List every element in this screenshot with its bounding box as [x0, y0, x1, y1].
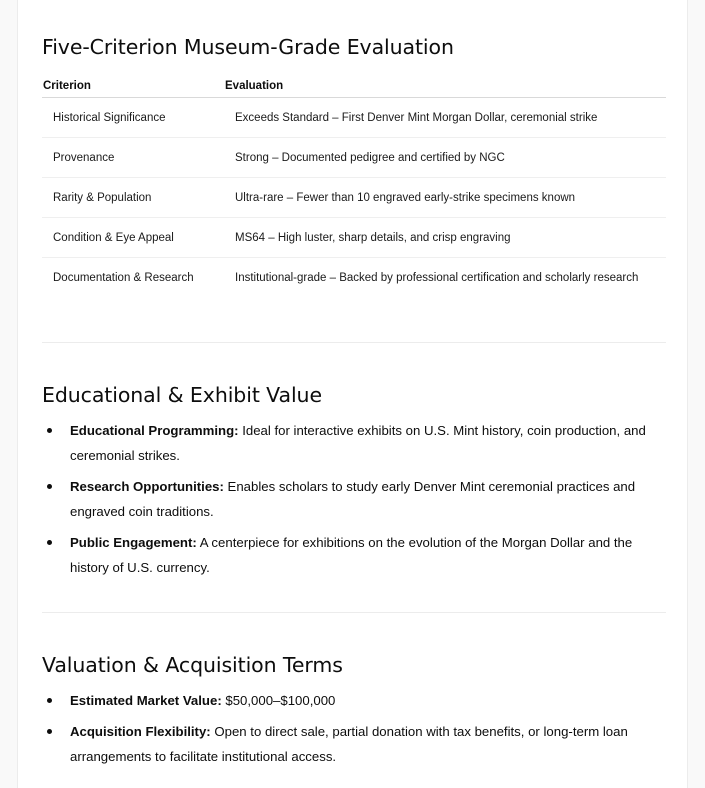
valuation-terms-list [42, 688, 666, 775]
list-item-text: $50,000–$100,000 [221, 693, 336, 708]
table-cell-evaluation: Exceeds Standard – First Denver Mint Morgan Dollar, ceremonial strike [224, 98, 666, 138]
table-row [42, 98, 666, 138]
bullet-icon [47, 428, 52, 433]
table-row [42, 138, 666, 178]
list-item-text: Enables scholars to study early Denver Mint ceremonial practices and engraved coin traditions. [70, 479, 636, 519]
list-item [42, 474, 666, 524]
list-item-label: Estimated Market Value: [70, 693, 222, 708]
table-cell-criterion: Historical Significance [42, 98, 224, 138]
list-item [42, 688, 666, 713]
list-item-text: Ideal for interactive exhibits on U.S. Mint history, coin production, and ceremonial strikes. [70, 423, 646, 463]
bullet-icon [47, 729, 52, 734]
bullet-icon [47, 484, 52, 489]
list-item-text: Open to direct sale, partial donation with tax benefits, or long-term loan arrangements to facilitate institutional access. [70, 724, 628, 764]
table-cell-criterion: Documentation & Research [53, 271, 194, 284]
section-divider [42, 612, 666, 613]
table-row [42, 178, 666, 218]
list-item [42, 418, 666, 468]
table-cell-criterion: Provenance [42, 138, 224, 178]
table-row [42, 258, 666, 298]
list-item-label: Educational Programming: [70, 423, 239, 438]
table-cell-criterion: Rarity & Population [42, 178, 224, 218]
bullet-icon [47, 540, 52, 545]
table-cell-evaluation: MS64 – High luster, sharp details, and crisp engraving [224, 218, 666, 258]
list-item-text: A centerpiece for exhibitions on the evolution of the Morgan Dollar and the history of U.S. currency. [70, 535, 633, 575]
table-cell-evaluation: Institutional-grade – Backed by professional certification and scholarly research [235, 271, 639, 284]
table-cell-criterion: Condition & Eye Appeal [42, 218, 224, 258]
section-heading-evaluation: Five-Criterion Museum-Grade Evaluation [42, 35, 454, 59]
message-card [17, 0, 688, 788]
list-item-label: Research Opportunities: [70, 479, 224, 494]
list-item-label: Public Engagement: [70, 535, 197, 550]
educational-value-list [42, 418, 666, 586]
section-heading-valuation: Valuation & Acquisition Terms [42, 653, 343, 677]
column-header-criterion: Criterion [42, 75, 224, 98]
list-item [42, 719, 666, 769]
section-divider [42, 342, 666, 343]
table-cell-evaluation: Strong – Documented pedigree and certified by NGC [224, 138, 666, 178]
column-header-evaluation: Evaluation [224, 75, 666, 98]
table-cell-evaluation: Ultra-rare – Fewer than 10 engraved early-strike specimens known [224, 178, 666, 218]
list-item [42, 530, 666, 580]
bullet-icon [47, 698, 52, 703]
evaluation-table [42, 75, 666, 297]
table-row [42, 218, 666, 258]
section-heading-educational: Educational & Exhibit Value [42, 383, 322, 407]
list-item-label: Acquisition Flexibility: [70, 724, 211, 739]
table-header-row [42, 75, 666, 98]
